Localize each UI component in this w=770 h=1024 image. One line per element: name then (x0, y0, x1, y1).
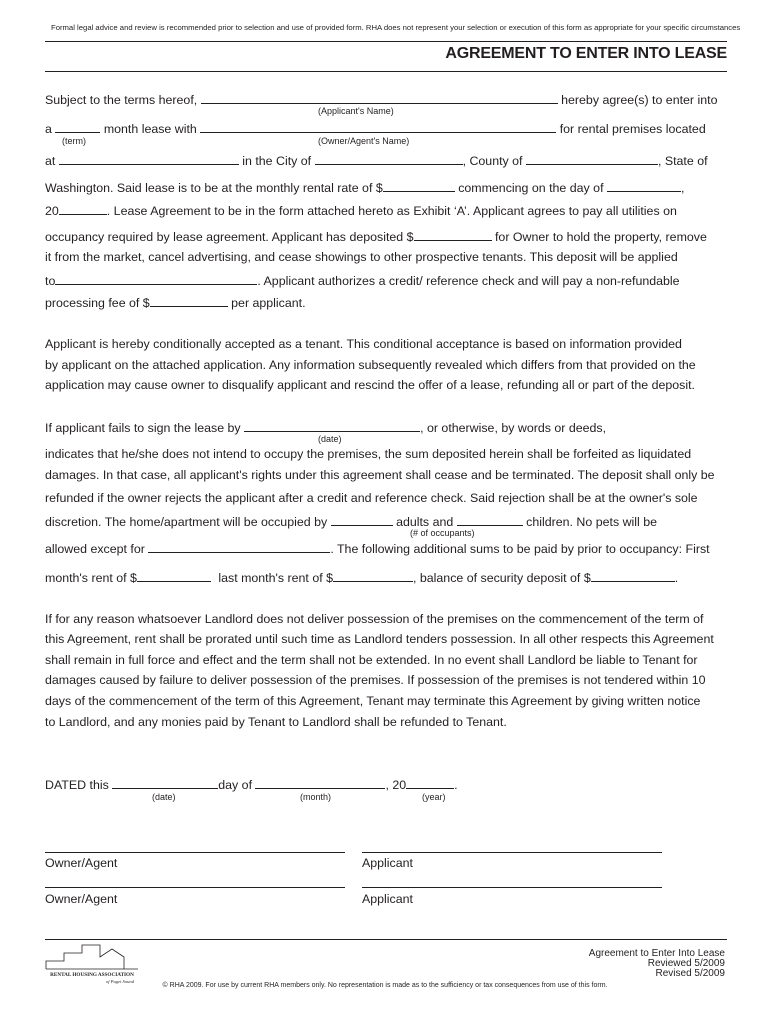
year-field[interactable] (59, 203, 107, 215)
line-7: it from the market, cancel advertising, and cease showings to other prospective tenants. This deposit will be applied (45, 250, 678, 264)
caption-date: (date) (318, 434, 342, 444)
para-4-line-2: this Agreement, rent shall be prorated until such time as Landlord tenders possession. In all other respects this Agreement (45, 632, 714, 646)
text: , County of (462, 154, 523, 168)
para-4-line-1: If for any reason whatsoever Landlord does not deliver possession of the premises on the commencement of the term of (45, 612, 704, 626)
text: per applicant. (231, 296, 306, 310)
dated-line (45, 777, 458, 793)
footer-reviewed: Reviewed 5/2009 (647, 958, 725, 969)
caption-dated-date: (date) (152, 792, 176, 802)
line-8 (45, 273, 680, 289)
para-3-line-7 (45, 570, 678, 586)
logo-subtext: of Puget Sound (105, 979, 135, 984)
text: occupancy required by lease agreement. Applicant has deposited $ (45, 230, 414, 244)
applicant-name-field[interactable] (201, 92, 558, 104)
owner-label-1: Owner/Agent (45, 856, 118, 870)
title-rule (45, 71, 727, 72)
text: children. No pets will be (526, 515, 658, 529)
rha-logo (42, 943, 142, 985)
text: processing fee of $ (45, 296, 150, 310)
children-field[interactable] (457, 514, 523, 526)
text: Washington. Said lease is to be at the monthly rental rate of $ (45, 181, 383, 195)
commencing-day-field[interactable] (607, 180, 681, 192)
caption-applicant: (Applicant's Name) (318, 106, 394, 116)
text: allowed except for (45, 542, 145, 556)
line-3 (45, 153, 708, 169)
text: a (45, 122, 52, 136)
text: , (680, 181, 685, 195)
text: to (45, 274, 56, 288)
para-3-line-6 (45, 541, 710, 557)
processing-fee-field[interactable] (150, 295, 228, 307)
text: adults and (396, 515, 454, 529)
text: 20 (45, 204, 59, 218)
text: day of (218, 778, 253, 792)
text: month lease with (103, 122, 197, 136)
dated-year-field[interactable] (406, 777, 454, 789)
applicant-label-2: Applicant (362, 892, 413, 906)
owner-name-field[interactable] (200, 121, 556, 133)
text: , or otherwise, by words or deeds, (420, 421, 607, 435)
text: discretion. The home/apartment will be occupied by (45, 515, 328, 529)
para-2-line-1: Applicant is hereby conditionally accepted as a tenant. This conditional acceptance is based on information provided (45, 337, 682, 351)
caption-dated-month: (month) (300, 792, 332, 802)
top-rule (45, 41, 727, 42)
text: . (674, 571, 679, 585)
text: If applicant fails to sign the lease by (45, 421, 241, 435)
line-5 (45, 203, 677, 219)
text: in the City of (242, 154, 312, 168)
owner-signature-line-1[interactable] (45, 852, 345, 853)
para-2-line-3: application may cause owner to disqualify applicant and rescind the offer of a lease, refunding all or part of the deposit. (45, 378, 695, 392)
last-month-rent-field[interactable] (333, 570, 413, 582)
pets-exception-field[interactable] (148, 541, 330, 553)
para-2-line-2: by applicant on the attached application. Any information subsequently revealed which differs from that provided on the (45, 358, 696, 372)
caption-term: (term) (62, 136, 86, 146)
text: commencing on the day of (458, 181, 604, 195)
address-field[interactable] (59, 153, 239, 165)
text: Subject to the terms hereof, (45, 93, 198, 107)
term-field[interactable] (55, 121, 100, 133)
para-3-line-2: indicates that he/she does not intend to occupy the premises, the sum deposited herein shall be forfeited as liquidated (45, 447, 692, 461)
caption-occupants: (# of occupants) (410, 528, 475, 538)
first-month-rent-field[interactable] (137, 570, 211, 582)
text: . (454, 778, 458, 792)
sign-by-date-field[interactable] (244, 420, 420, 432)
city-field[interactable] (315, 153, 463, 165)
line-4 (45, 180, 684, 196)
text: last month's rent of $ (218, 571, 333, 585)
deposit-applied-to-field[interactable] (55, 273, 257, 285)
footer-copyright: © RHA 2009. For use by current RHA members only. No representation is made as to the sufficiency or tax consequences from use of this form. (162, 982, 608, 989)
dated-date-field[interactable] (112, 777, 218, 789)
rha-logo-graphic (42, 943, 142, 985)
line-2 (45, 121, 706, 137)
para-4-line-5: days of the commencement of the term of this Agreement, Tenant may terminate this Agreement by giving written notice (45, 694, 701, 708)
text: . The following additional sums to be paid by prior to occupancy: First (330, 542, 710, 556)
text: at (45, 154, 56, 168)
text: . Applicant authorizes a credit/ reference check and will pay a non-refundable (257, 274, 680, 288)
owner-signature-line-2[interactable] (45, 887, 345, 888)
document-title: AGREEMENT TO ENTER INTO LEASE (445, 45, 727, 62)
para-3-line-4: refunded if the owner rejects the applicant after a credit and reference check. Said rejection shall be at the owner's sole (45, 491, 698, 505)
text: month's rent of $ (45, 571, 137, 585)
line-9 (45, 295, 306, 311)
para-3-line-5 (45, 514, 657, 530)
caption-dated-year: (year) (422, 792, 446, 802)
applicant-signature-line-1[interactable] (362, 852, 662, 853)
text: DATED this (45, 778, 109, 792)
logo-text: RENTAL HOUSING ASSOCIATION (50, 972, 134, 978)
text: for Owner to hold the property, remove (494, 230, 707, 244)
applicant-signature-line-2[interactable] (362, 887, 662, 888)
para-3-line-3: damages. In that case, all applicant's rights under this agreement shall cease and be terminated. The deposit shall only be (45, 468, 715, 482)
dated-month-field[interactable] (255, 777, 385, 789)
owner-label-2: Owner/Agent (45, 892, 118, 906)
text: , balance of security deposit of $ (413, 571, 591, 585)
line-6 (45, 229, 707, 245)
county-field[interactable] (526, 153, 658, 165)
security-deposit-field[interactable] (591, 570, 675, 582)
para-4-line-6: to Landlord, and any monies paid by Tenant to Landlord shall be refunded to Tenant. (45, 715, 507, 729)
footer-form-name: Agreement to Enter Into Lease (588, 948, 725, 959)
text: for rental premises located (559, 122, 706, 136)
caption-owner: (Owner/Agent's Name) (318, 136, 410, 146)
deposit-amount-field[interactable] (414, 229, 492, 241)
text: . Lease Agreement to be in the form attached hereto as Exhibit ‘A’. Applicant agrees to pay all utilities on (106, 204, 677, 218)
footer-revised: Revised 5/2009 (655, 968, 725, 979)
footer-rule (45, 939, 727, 940)
text: , State of (657, 154, 708, 168)
para-4-line-4: damages caused by failure to deliver possession of the premises. If possession of the premises is not tendered within 10 (45, 673, 706, 687)
text: hereby agree(s) to enter into (561, 93, 718, 107)
text: , 20 (385, 778, 407, 792)
rental-rate-field[interactable] (383, 180, 455, 192)
legal-disclaimer: Formal legal advice and review is recommended prior to selection and use of provided form. RHA does not represent your selection or execution of this form as appropriate for your specific circumstances (51, 23, 741, 32)
para-4-line-3: shall remain in full force and effect and the term shall not be extended. In no event shall Landlord be liable to Tenant for (45, 653, 698, 667)
applicant-label-1: Applicant (362, 856, 413, 870)
adults-field[interactable] (331, 514, 393, 526)
